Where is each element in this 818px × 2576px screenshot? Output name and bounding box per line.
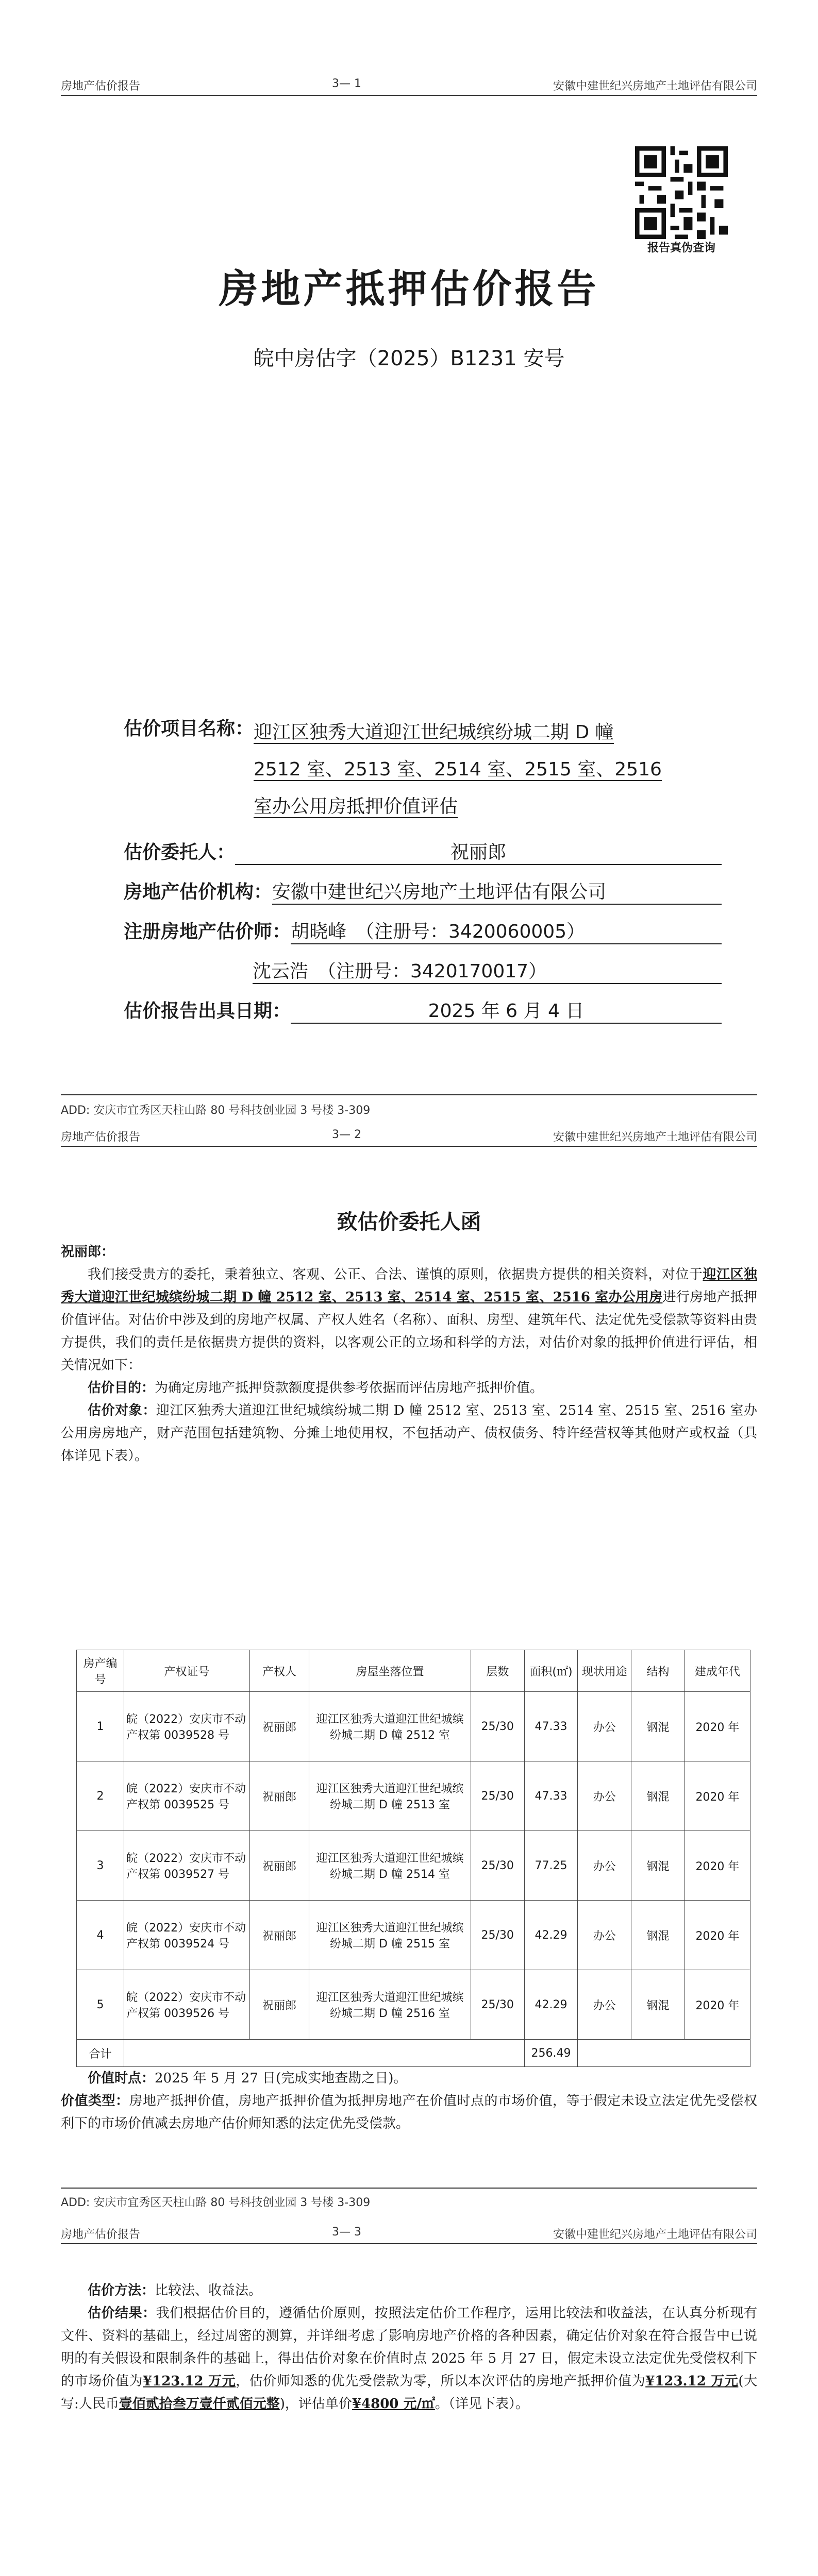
- table-row: [77, 1761, 750, 1831]
- value-type-paragraph: 价值类型：房地产抵押价值，房地产抵押价值为抵押房地产在价值时点的市场价值，等于假定未设立法定优先受偿权利下的市场价值减去房地产估价师知悉的法定优先受偿款。: [61, 2093, 757, 2131]
- object-paragraph: 估价对象：迎江区独秀大道迎江世纪城缤纷城二期 D 幢 2512 室、2513 室、2514 室、2515 室、2516 室办公用房房地产，财产范围包括建筑物、分摊土地使用权，不包括动产、债权债务、特许经营权等其他财产或权益（具体详见下表）。: [61, 1403, 757, 1464]
- appraiser-row-2: [124, 957, 722, 984]
- table-cell: 2: [77, 1761, 124, 1831]
- appraiser-2: 沈云浩 （注册号：3420170017）: [253, 957, 722, 984]
- table-cell: 办公: [578, 1901, 631, 1970]
- header-left: 房地产估价报告: [61, 80, 141, 93]
- table-header-cell: 房产编号: [77, 1650, 124, 1692]
- table-cell: 钢混: [631, 1692, 685, 1761]
- table-cell: 25/30: [471, 1761, 524, 1831]
- client-row: [124, 838, 722, 865]
- table-cell: 皖（2022）安庆市不动产权第 0039527 号: [124, 1831, 250, 1901]
- intro-paragraph: 我们接受贵方的委托，秉着独立、客观、公正、合法、谨慎的原则，依据贵方提供的相关资料，对位于迎江区独秀大道迎江世纪城缤纷城二期 D 幢 2512 室、2513 室、2514 室、2515 室、2516 室办公用房进行房地产抵押价值评估。对估价中涉及到的房地产权属、产权人姓名（名称）、面积、房型、建筑年代、法定优先受偿款等资料由贵方提供，我们的责任是依据贵方提供的资料，以客观公正的立场和科学的方法，对估价对象的抵押价值进行评估，相关情况如下：: [61, 1267, 757, 1373]
- table-cell: 祝丽郎: [249, 1692, 309, 1761]
- letter-title: 致估价委托人函: [337, 1210, 481, 1234]
- header-right: 安徽中建世纪兴房地产土地评估有限公司: [553, 80, 757, 93]
- cover-info: [124, 714, 722, 1036]
- client-value: 祝丽郎: [235, 838, 722, 865]
- table-cell: 迎江区独秀大道迎江世纪城缤纷城二期 D 幢 2512 室: [309, 1692, 471, 1761]
- header-rule: [61, 1146, 757, 1147]
- date-key: 估价报告出具日期：: [124, 1001, 291, 1022]
- table-row: [77, 1901, 750, 1970]
- table-cell: 25/30: [471, 1970, 524, 2040]
- property-table: [76, 1650, 750, 2067]
- table-cell: 皖（2022）安庆市不动产权第 0039524 号: [124, 1901, 250, 1970]
- page-header: [61, 77, 757, 93]
- table-cell: 钢混: [631, 1831, 685, 1901]
- total-label: 合计: [77, 2040, 124, 2067]
- page-footer: ADD: 安庆市宜秀区天柱山路 80 号科技创业园 3 号楼 3-309: [61, 1104, 371, 1117]
- table-cell: 42.29: [524, 1901, 578, 1970]
- table-cell: 迎江区独秀大道迎江世纪城缤纷城二期 D 幢 2516 室: [309, 1970, 471, 2040]
- page-footer: ADD: 安庆市宜秀区天柱山路 80 号科技创业园 3 号楼 3-309: [61, 2196, 371, 2209]
- date-row: [124, 996, 722, 1024]
- table-cell: 47.33: [524, 1692, 578, 1761]
- table-cell: 25/30: [471, 1692, 524, 1761]
- page-header: 房地产估价报告 3— 2 安徽中建世纪兴房地产土地评估有限公司: [61, 1128, 757, 1144]
- agency-row: [124, 877, 722, 905]
- qr-code-icon[interactable]: [635, 146, 728, 239]
- table-row: [77, 1970, 750, 2040]
- table-header-cell: 产权证号: [124, 1650, 250, 1692]
- project-value: 迎江区独秀大道迎江世纪城缤纷城二期 D 幢 2512 室、2513 室、2514 室、2515 室、2516 室办公用房抵押价值评估: [254, 722, 662, 817]
- table-header-cell: 结构: [631, 1650, 685, 1692]
- table-cell: 皖（2022）安庆市不动产权第 0039526 号: [124, 1970, 250, 2040]
- table-header-row: [77, 1650, 750, 1692]
- page-header: 房地产估价报告 3— 3 安徽中建世纪兴房地产土地评估有限公司: [61, 2226, 757, 2241]
- table-row: [77, 1831, 750, 1901]
- table-cell: 皖（2022）安庆市不动产权第 0039528 号: [124, 1692, 250, 1761]
- table-cell: 77.25: [524, 1831, 578, 1901]
- table-cell: 25/30: [471, 1901, 524, 1970]
- purpose-paragraph: 估价目的：为确定房地产抵押贷款额度提供参考依据而评估房地产抵押价值。: [88, 1380, 544, 1396]
- method-paragraph: 估价方法：比较法、收益法。: [88, 2283, 262, 2298]
- table-cell: 办公: [578, 1761, 631, 1831]
- table-cell: 钢混: [631, 1970, 685, 2040]
- project-key: 估价项目名称：: [124, 718, 254, 739]
- table-row: [77, 1692, 750, 1761]
- header-page: 3— 1: [332, 77, 361, 90]
- table-cell: 1: [77, 1692, 124, 1761]
- table-cell: 迎江区独秀大道迎江世纪城缤纷城二期 D 幢 2513 室: [309, 1761, 471, 1831]
- table-cell: 5: [77, 1970, 124, 2040]
- salutation: 祝丽郎：: [61, 1244, 115, 1260]
- letter-body-2: [61, 2067, 757, 2135]
- table-header-cell: 层数: [471, 1650, 524, 1692]
- report-number: 皖中房估字（2025）B1231 安号: [253, 347, 565, 370]
- project-row: [124, 714, 722, 825]
- table-header-cell: 现状用途: [578, 1650, 631, 1692]
- date-value: 2025 年 6 月 4 日: [291, 996, 722, 1024]
- table-cell: 47.33: [524, 1761, 578, 1831]
- letter-body: [61, 1241, 757, 1467]
- table-cell: 25/30: [471, 1831, 524, 1901]
- letter-body-3: [61, 2279, 757, 2415]
- table-header-cell: 房屋坐落位置: [309, 1650, 471, 1692]
- table-cell: 办公: [578, 1831, 631, 1901]
- table-cell: 2020 年: [685, 1970, 750, 2040]
- table-cell: 2020 年: [685, 1761, 750, 1831]
- appraiser-row: [124, 917, 722, 944]
- table-cell: 迎江区独秀大道迎江世纪城缤纷城二期 D 幢 2515 室: [309, 1901, 471, 1970]
- table-cell: 办公: [578, 1692, 631, 1761]
- table-cell: 2020 年: [685, 1831, 750, 1901]
- table-cell: 祝丽郎: [249, 1831, 309, 1901]
- cover-page: [0, 0, 818, 1117]
- table-header-cell: 建成年代: [685, 1650, 750, 1692]
- table-cell: 祝丽郎: [249, 1970, 309, 2040]
- total-area: 256.49: [524, 2040, 578, 2067]
- table-cell: 4: [77, 1901, 124, 1970]
- result-paragraph: 估价结果：我们根据估价目的，遵循估价原则，按照法定估价工作程序，运用比较法和收益法，在认真分析现有文件、资料的基础上，经过周密的测算，并详细考虑了影响房地产价格的各种因素，确定估价对象在符合报告中已说明的有关假设和限制条件的基础上，得出估价对象在价值时点 2025 年 5 月 27 日，假定未设立法定优先受偿权利下的市场价值为¥123.12 万元，估价师知悉的优先受偿款为零，所以本次评估的房地产抵押价值为¥123.12 万元(大写:人民币壹佰贰拾叁万壹仟贰佰元整)，评估单价¥4800 元/㎡。（详见下表）。: [61, 2306, 757, 2412]
- appraiser-1: 胡晓峰 （注册号：3420060005）: [291, 917, 722, 944]
- header-rule: [61, 2243, 757, 2244]
- table-total-row: [77, 2040, 750, 2067]
- footer-rule: [61, 1094, 757, 1095]
- table-cell: 钢混: [631, 1901, 685, 1970]
- table-cell: 42.29: [524, 1970, 578, 2040]
- table-cell: 2020 年: [685, 1692, 750, 1761]
- value-date-paragraph: 价值时点：2025 年 5 月 27 日(完成实地查勘之日)。: [88, 2071, 407, 2086]
- agency-key: 房地产估价机构：: [124, 882, 273, 903]
- qr-label: 报告真伪查询: [647, 242, 715, 255]
- table-cell: 钢混: [631, 1761, 685, 1831]
- table-cell: 祝丽郎: [249, 1901, 309, 1970]
- footer-rule: [61, 2188, 757, 2189]
- agency-value: 安徽中建世纪兴房地产土地评估有限公司: [272, 877, 722, 905]
- table-cell: 皖（2022）安庆市不动产权第 0039525 号: [124, 1761, 250, 1831]
- table-cell: 祝丽郎: [249, 1761, 309, 1831]
- table-cell: 3: [77, 1831, 124, 1901]
- table-header-cell: 面积(㎡): [524, 1650, 578, 1692]
- table-header-cell: 产权人: [249, 1650, 309, 1692]
- client-key: 估价委托人：: [124, 842, 236, 863]
- appraiser-key: 注册房地产估价师：: [124, 921, 291, 942]
- table-cell: 2020 年: [685, 1901, 750, 1970]
- table-cell: 迎江区独秀大道迎江世纪城缤纷城二期 D 幢 2514 室: [309, 1831, 471, 1901]
- header-rule: [61, 95, 757, 96]
- report-title: 房地产抵押估价报告: [219, 266, 599, 312]
- table-cell: 办公: [578, 1970, 631, 2040]
